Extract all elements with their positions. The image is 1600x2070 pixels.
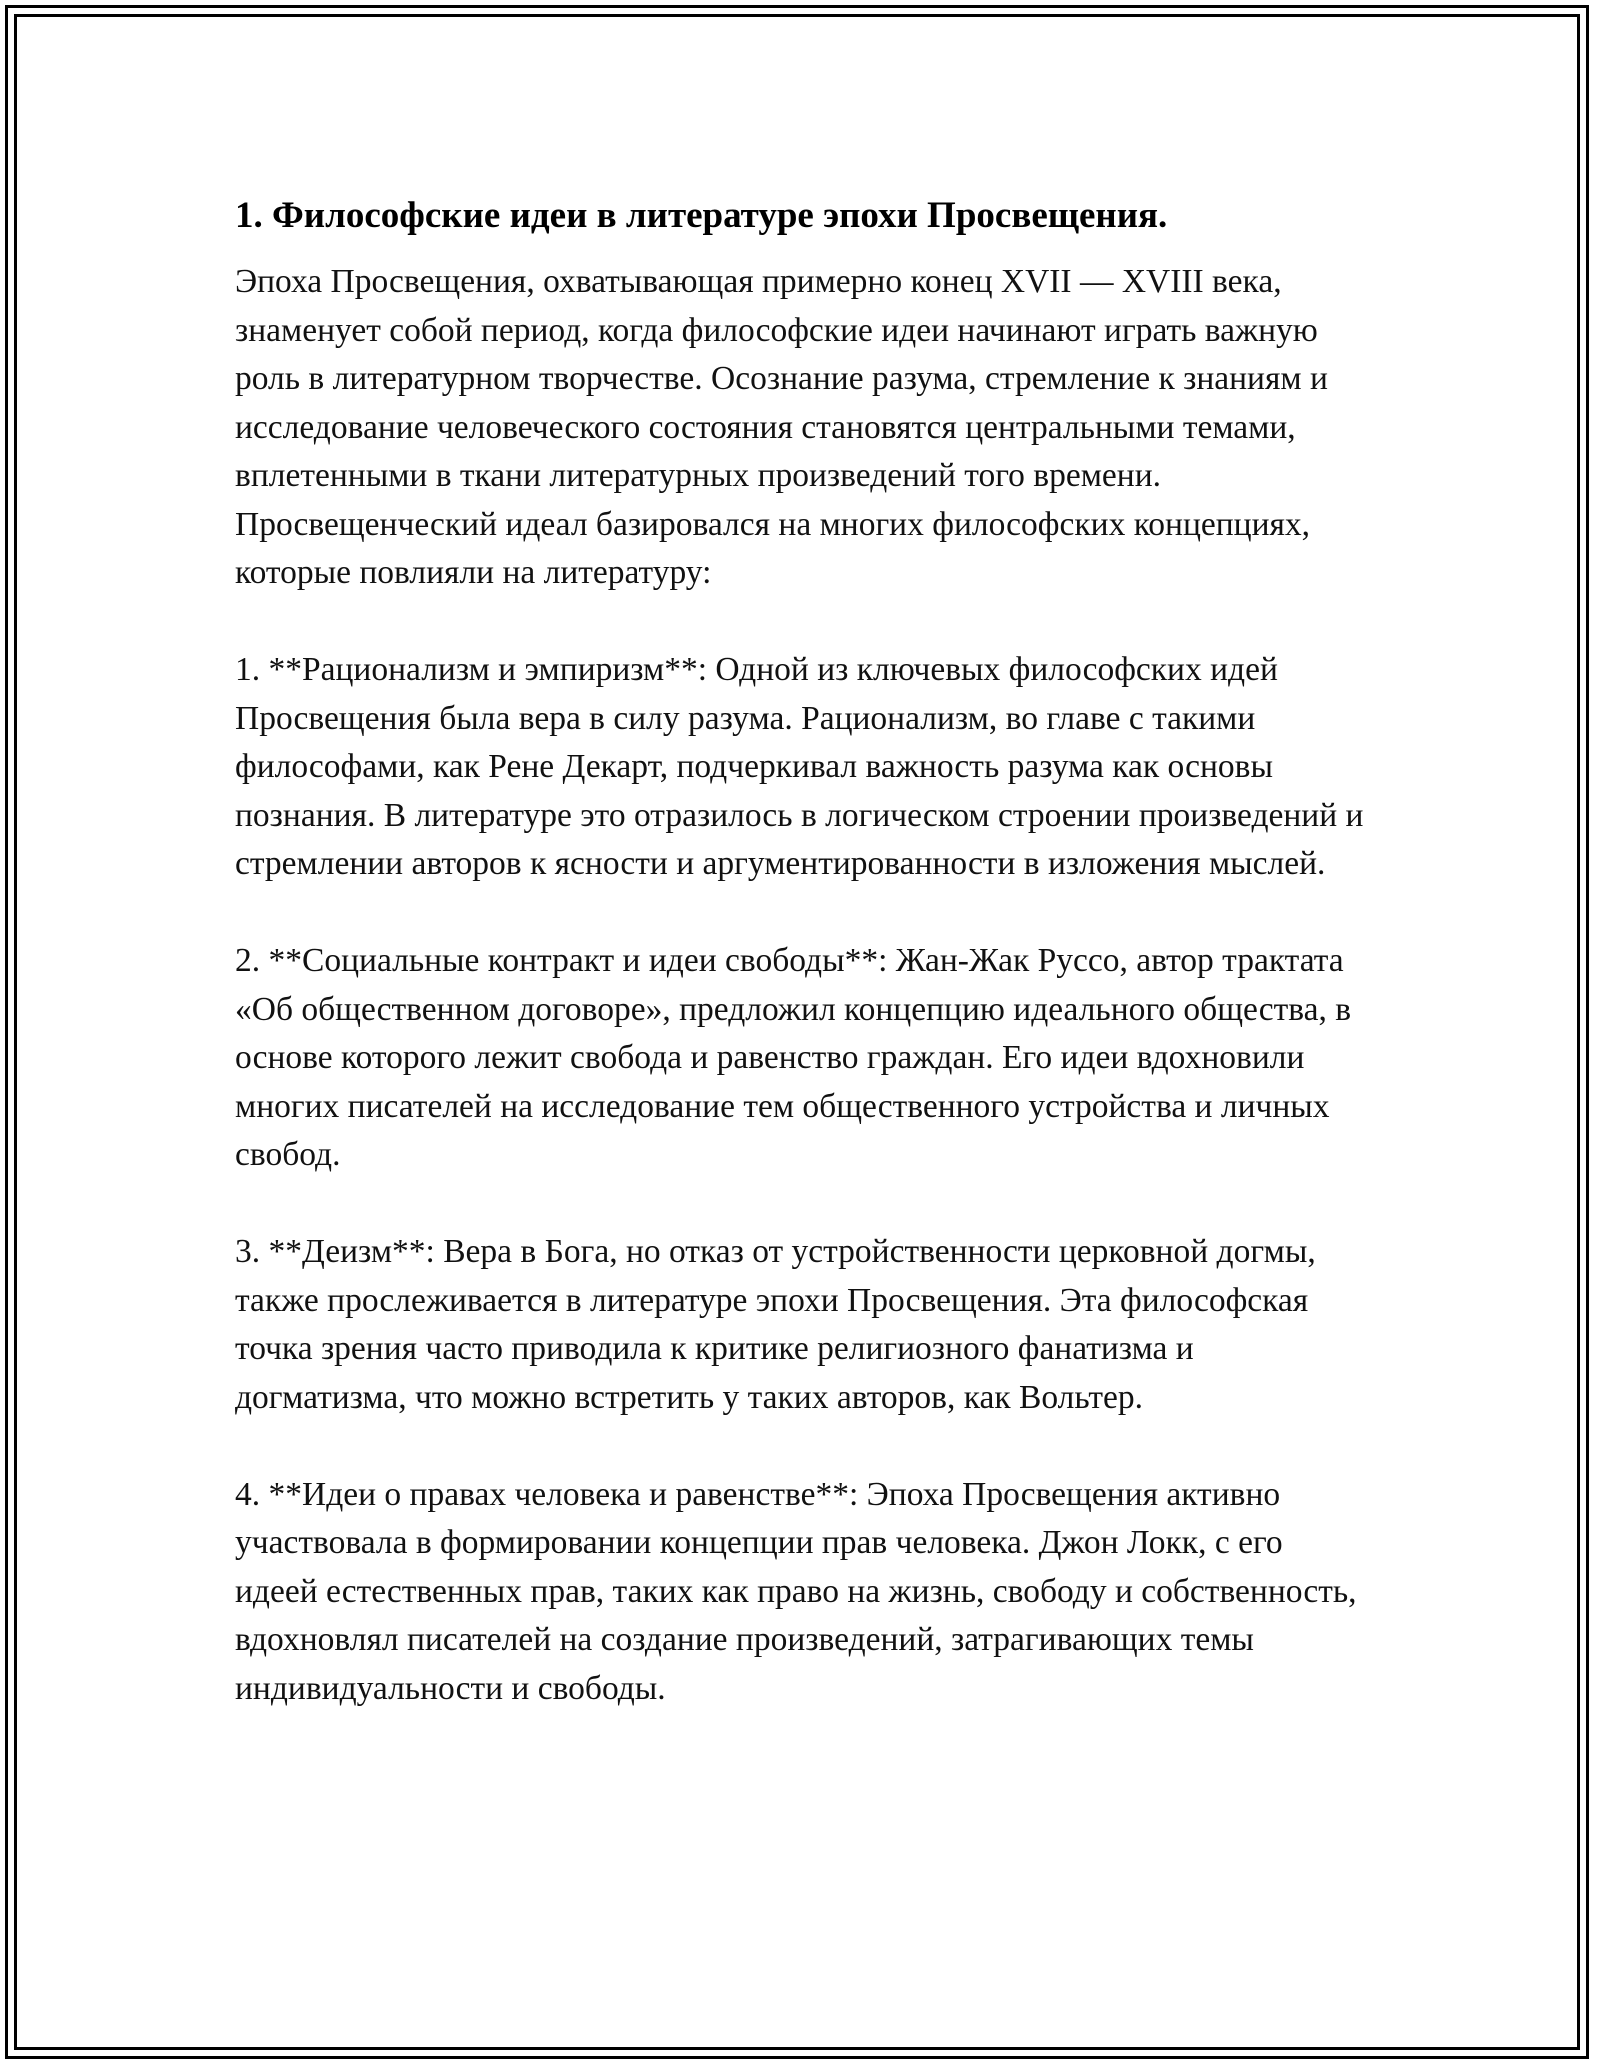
list-item-rationalism: 1. **Рационализм и эмпиризм**: Одной из ключевых философских идей Просвещения была вера в силу разума. Рационализм, во главе с такими философами, как Рене Декарт, подчеркивал важность разума как основы познания. В литературе это отразилось в логическом строении произведений и стремлении авторов к ясности и аргументированности в изложения мыслей. xyxy=(235,651,1364,882)
section-heading: 1. Философские идеи в литературе эпохи Просвещения. xyxy=(235,195,1168,236)
list-item-human-rights: 4. **Идеи о правах человека и равенстве**: Эпоха Просвещения активно участвовала в формировании концепции прав человека. Джон Локк, с его идеей естественных прав, таких как право на жизнь, свободу и собственность, вдохновлял писателей на создание произведений, затрагивающих темы индивидуальности и свободы. xyxy=(235,1475,1357,1707)
list-item-deism: 3. **Деизм**: Вера в Бога, но отказ от устройственности церковной догмы, также прослеживается в литературе эпохи Просвещения. Эта философская точка зрения часто приводила к критике религиозного фанатизма и догматизма, что можно встретить у таких авторов, как Вольтер. xyxy=(235,1233,1316,1416)
list-item-social-contract: 2. **Социальные контракт и идеи свободы**: Жан-Жак Руссо, автор трактата «Об общественном договоре», предложил концепцию идеального общества, в основе которого лежит свобода и равенство граждан. Его идеи вдохновили многих писателей на исследование тем общественного устройства и личных свобод. xyxy=(235,942,1352,1173)
intro-paragraph: Эпоха Просвещения, охватывающая примерно конец XVII — XVIII века, знаменует собой период, когда философские идеи начинают играть важную роль в литературном творчестве. Осознание разума, стремление к знаниям и исследование человеческого состояния становятся центральными темами, вплетенными в ткани литературных произведений того времени. Просвещенческий идеал базировался на многих философских концепциях, которые повлияли на литературу: xyxy=(235,263,1328,591)
document-body xyxy=(235,190,1365,1713)
